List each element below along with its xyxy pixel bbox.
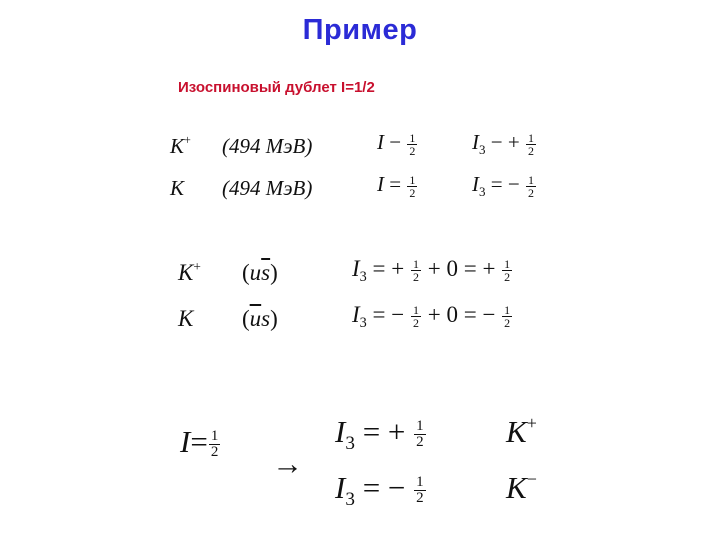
t1-r2-i3: $I_3$ = − $\frac{1}{2}$	[472, 172, 534, 200]
t1-r1-mass: (494 МэВ)	[222, 134, 313, 158]
t2-r1-i3: $I_3$ = + $\frac{1}{2}$ + 0 = + $\frac{1}{2}$	[352, 256, 511, 285]
t1-r2-mass: (494 МэВ)	[222, 176, 313, 200]
arrow-icon: →	[272, 446, 303, 481]
t1-r2-isospin: I = $\frac{1}{2}$	[377, 172, 416, 200]
page-title: Пример	[302, 14, 418, 46]
subtitle: Изоспиновый дублет I=1/2	[178, 79, 375, 96]
t2-r1-particle: K+	[178, 258, 201, 285]
t1-r1-i3: $I_3$ − + $\frac{1}{2}$	[472, 130, 534, 158]
t1-r2-particle: K	[170, 176, 185, 200]
isospin-total: I= $\frac{1}{2}$	[180, 424, 219, 461]
bottom-r1-i3: $I_3$ = + $\frac{1}{2}$	[335, 414, 424, 454]
t2-r1-quarks: $(u\overline{s})$	[242, 260, 278, 285]
t1-r1-particle: K+	[170, 133, 191, 158]
t2-r2-i3: $I_3$ = − $\frac{1}{2}$ + 0 = − $\frac{1}{2}$	[352, 302, 511, 331]
t2-r2-particle: K	[178, 306, 194, 331]
bottom-r2-i3: $I_3$ = − $\frac{1}{2}$	[335, 470, 424, 510]
t1-r1-isospin: I − $\frac{1}{2}$	[377, 130, 416, 158]
bottom-r1-particle: K+	[506, 413, 537, 449]
bottom-r2-particle: K−	[506, 469, 537, 505]
t2-r2-quarks: $(\overline{u}s)$	[242, 306, 278, 331]
